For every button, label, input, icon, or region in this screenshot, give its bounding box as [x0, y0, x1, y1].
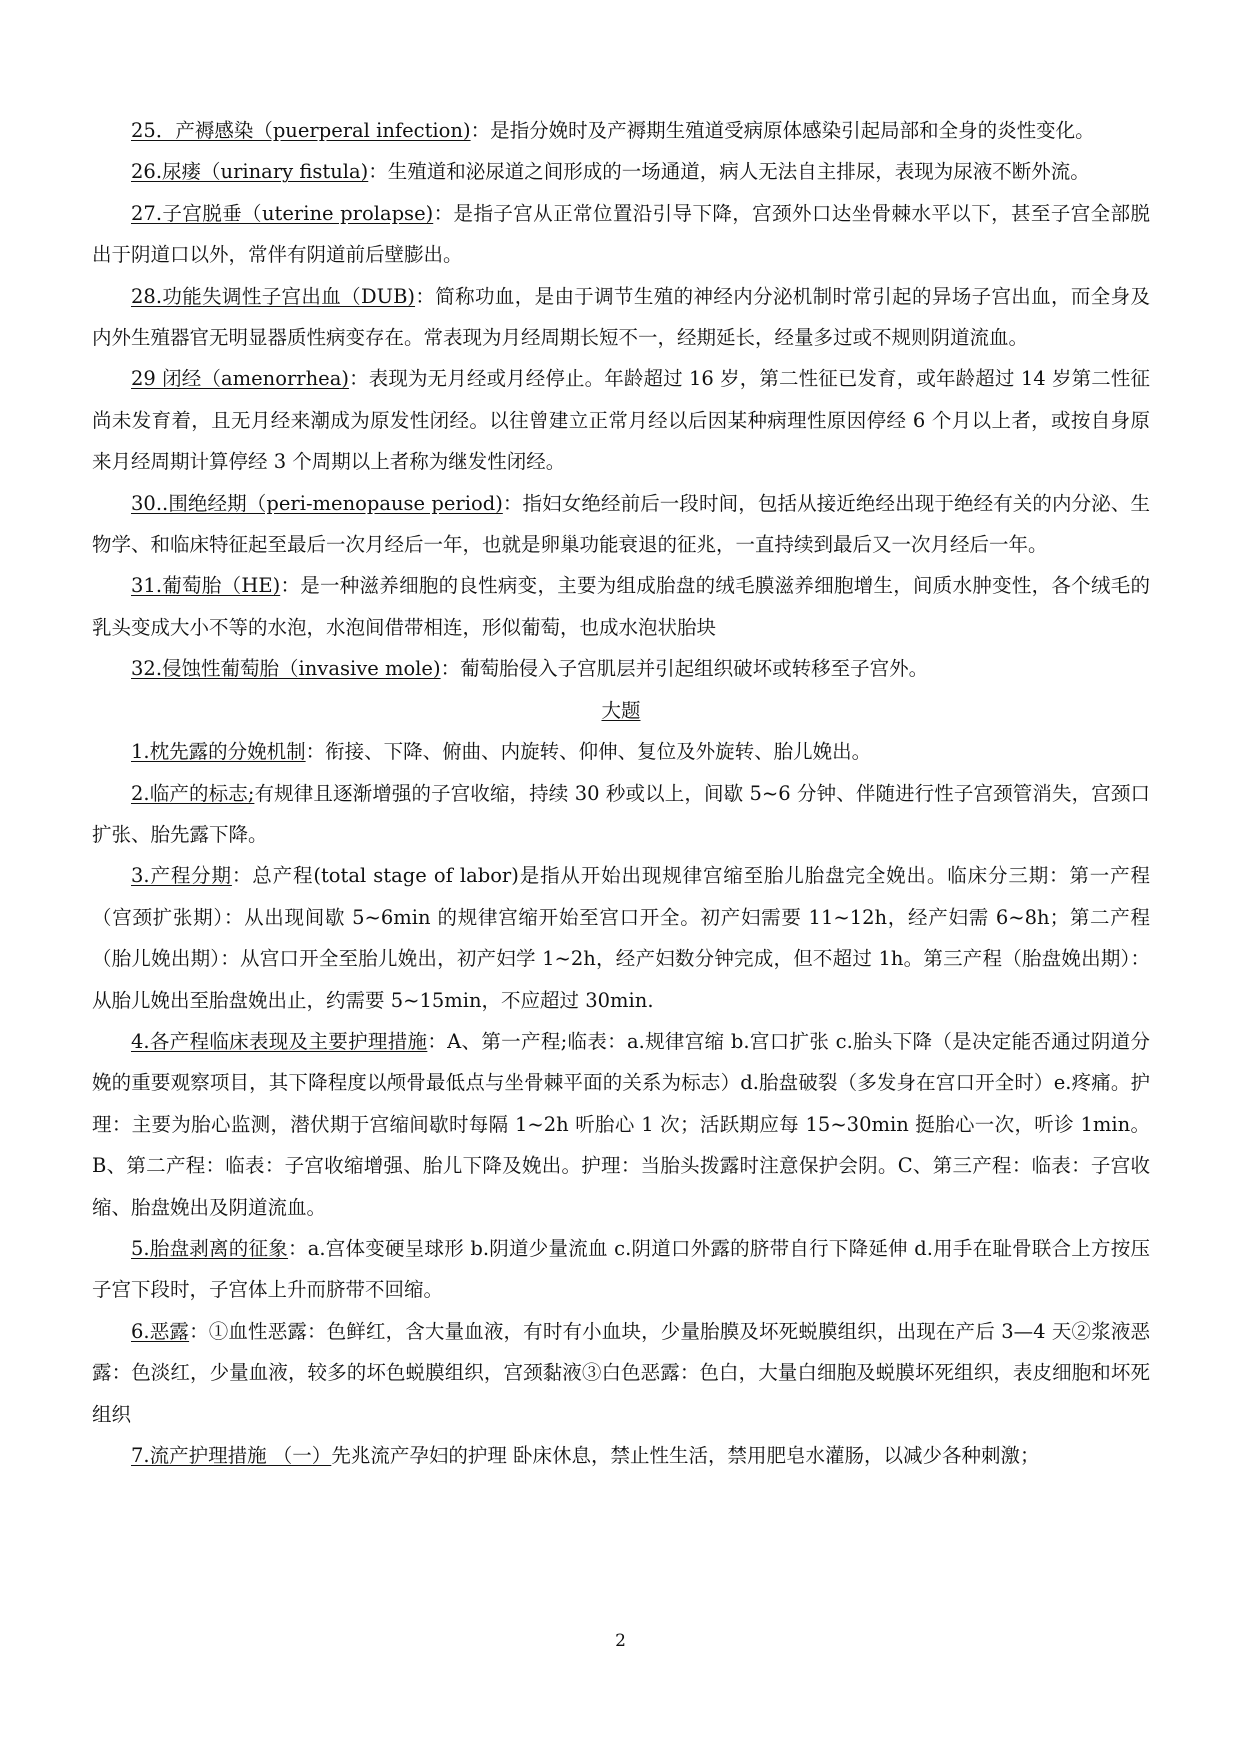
entry-term: 27.子宫脱垂（uterine prolapse): [131, 201, 434, 225]
definition-entry-32: [92, 648, 1150, 689]
entry-term: 30..围绝经期（peri-menopause period): [131, 491, 503, 515]
definition-entry-25: [92, 110, 1150, 151]
entry-text: 有规律且逐渐增强的子宫收缩，持续 30 秒或以上，间歇 5~6 分钟、伴随进行性子宫颈管消失，宫颈口扩张、胎先露下降。: [92, 781, 1150, 846]
page-number: 2: [615, 1631, 626, 1651]
entry-term: 7.流产护理措施 （一）: [131, 1444, 332, 1467]
question-entry-6: [92, 1311, 1150, 1435]
entry-text: ：①血性恶露：色鲜红，含大量血液，有时有小血块，少量胎膜及坏死蜕膜组织，出现在产后 3—4 天②浆液恶露：色淡红，少量血液，较多的坏色蜕膜组织，宫颈黏液③白色恶露：色白，大量白细胞及蜕膜坏死组织，表皮细胞和坏死组织: [92, 1319, 1151, 1426]
entry-term: 3.产程分期: [131, 864, 232, 888]
definition-entry-29: [92, 358, 1150, 482]
section-heading-text: 大题: [601, 698, 641, 722]
entry-term: 2.临产的标志;: [131, 781, 255, 805]
entry-term: 6.恶露: [131, 1319, 190, 1343]
question-entry-5: [92, 1228, 1150, 1311]
entry-term: 1.枕先露的分娩机制: [131, 740, 306, 764]
entry-term: 26.尿瘘（urinary fistula): [131, 160, 369, 184]
entry-text: ：简称功血，是由于调节生殖的神经内分泌机制时常引起的异场子宫出血，而全身及内外生殖器官无明显器质性病变存在。常表现为月经周期长短不一，经期延长，经量多过或不规则阴道流血。: [92, 284, 1150, 350]
question-entry-1: [92, 731, 1150, 772]
entry-text: ：A、第一产程;临表：a.规律宫缩 b.宫口扩张 c.胎头下降（是决定能否通过阴道分娩的重要观察项目，其下降程度以颅骨最低点与坐骨棘平面的关系为标志）d.胎盘破裂（多发身在宫口开全时）e.疼痛。护理：主要为胎心监测，潜伏期于宫缩间歇时每隔 1~2h 听胎心 1 次；活跃期应每 15~30min 挺胎心一次，听诊 1min。B、第二产程：临表：子宫收缩增强、胎儿下降及娩出。护理：当胎头拨露时注意保护会阴。C、第三产程：临表：子宫收缩、胎盘娩出及阴道流血。: [92, 1029, 1150, 1219]
entry-text: ：是指子宫从正常位置沿引导下降，宫颈外口达坐骨棘水平以下，甚至子宫全部脱出于阴道口以外，常伴有阴道前后壁膨出。: [92, 201, 1150, 267]
entry-term: 4.各产程临床表现及主要护理措施: [131, 1029, 428, 1053]
entry-text: ：a.宫体变硬呈球形 b.阴道少量流血 c.阴道口外露的脐带自行下降延伸 d.用手在耻骨联合上方按压子宫下段时，子宫体上升而脐带不回缩。: [92, 1236, 1151, 1302]
question-entry-3: [92, 855, 1150, 1021]
entry-term: 32.侵蚀性葡萄胎（invasive mole): [131, 657, 441, 681]
entry-text: 先兆流产孕妇的护理 卧床休息，禁止性生活，禁用肥皂水灌肠，以减少各种刺激；: [331, 1444, 1040, 1467]
definition-entry-31: [92, 565, 1150, 648]
entry-text: ：表现为无月经或月经停止。年龄超过 16 岁，第二性征已发育，或年龄超过 14 岁第二性征尚未发育着，且无月经来潮成为原发性闭经。以往曾建立正常月经以后因某种病理性原因停经 6 个月以上者，或按自身原来月经周期计算停经 3 个周期以上者称为继发性闭经。: [92, 367, 1150, 474]
entry-text: ：葡萄胎侵入子宫肌层并引起组织破坏或转移至子宫外。: [440, 657, 929, 681]
entry-text: ：是一种滋养细胞的良性病变，主要为组成胎盘的绒毛膜滋养细胞增生，间质水肿变性，各个绒毛的乳头变成大小不等的水泡，水泡间借带相连，形似葡萄，也成水泡状胎块: [92, 574, 1150, 639]
page-content: [92, 110, 1150, 1476]
entry-text: ：指妇女绝经前后一段时间，包括从接近绝经出现于绝经有关的内分泌、生物学、和临床特征起至最后一次月经后一年，也就是卵巢功能衰退的征兆，一直持续到最后又一次月经后一年。: [92, 491, 1150, 557]
entry-text: ：衔接、下降、俯曲、内旋转、仰伸、复位及外旋转、胎儿娩出。: [305, 740, 872, 764]
entry-term: 31.葡萄胎（HE): [131, 574, 281, 598]
question-entry-4: [92, 1021, 1150, 1228]
entry-term: 25．产褥感染（puerperal infection): [131, 119, 471, 142]
entry-text: ：总产程(total stage of labor)是指从开始出现规律宫缩至胎儿胎盘完全娩出。临床分三期：第一产程（宫颈扩张期）：从出现间歇 5~6min 的规律宫缩开始至宫口开全。初产妇需要 11~12h，经产妇需 6~8h；第二产程（胎儿娩出期）：从宫口开全至胎儿娩出，初产妇学 1~2h，经产妇数分钟完成，但不超过 1h。第三产程（胎盘娩出期）：从胎儿娩出至胎盘娩出止，约需要 5~15min，不应超过 30min.: [92, 864, 1150, 1012]
question-entry-7: [92, 1435, 1150, 1476]
entry-text: ：生殖道和泌尿道之间形成的一场通道，病人无法自主排尿，表现为尿液不断外流。: [368, 160, 1090, 184]
question-entry-2: [92, 773, 1150, 856]
entry-term: 28.功能失调性子宫出血（DUB): [131, 284, 416, 308]
section-heading: [92, 690, 1150, 731]
entry-term: 29 闭经（amenorrhea): [131, 367, 349, 391]
entry-term: 5.胎盘剥离的征象: [131, 1236, 288, 1260]
definition-entry-28: [92, 276, 1150, 359]
definition-entry-26: [92, 151, 1150, 192]
definition-entry-30: [92, 483, 1150, 566]
entry-text: ：是指分娩时及产褥期生殖道受病原体感染引起局部和全身的炎性变化。: [470, 119, 1095, 142]
definition-entry-27: [92, 193, 1150, 276]
